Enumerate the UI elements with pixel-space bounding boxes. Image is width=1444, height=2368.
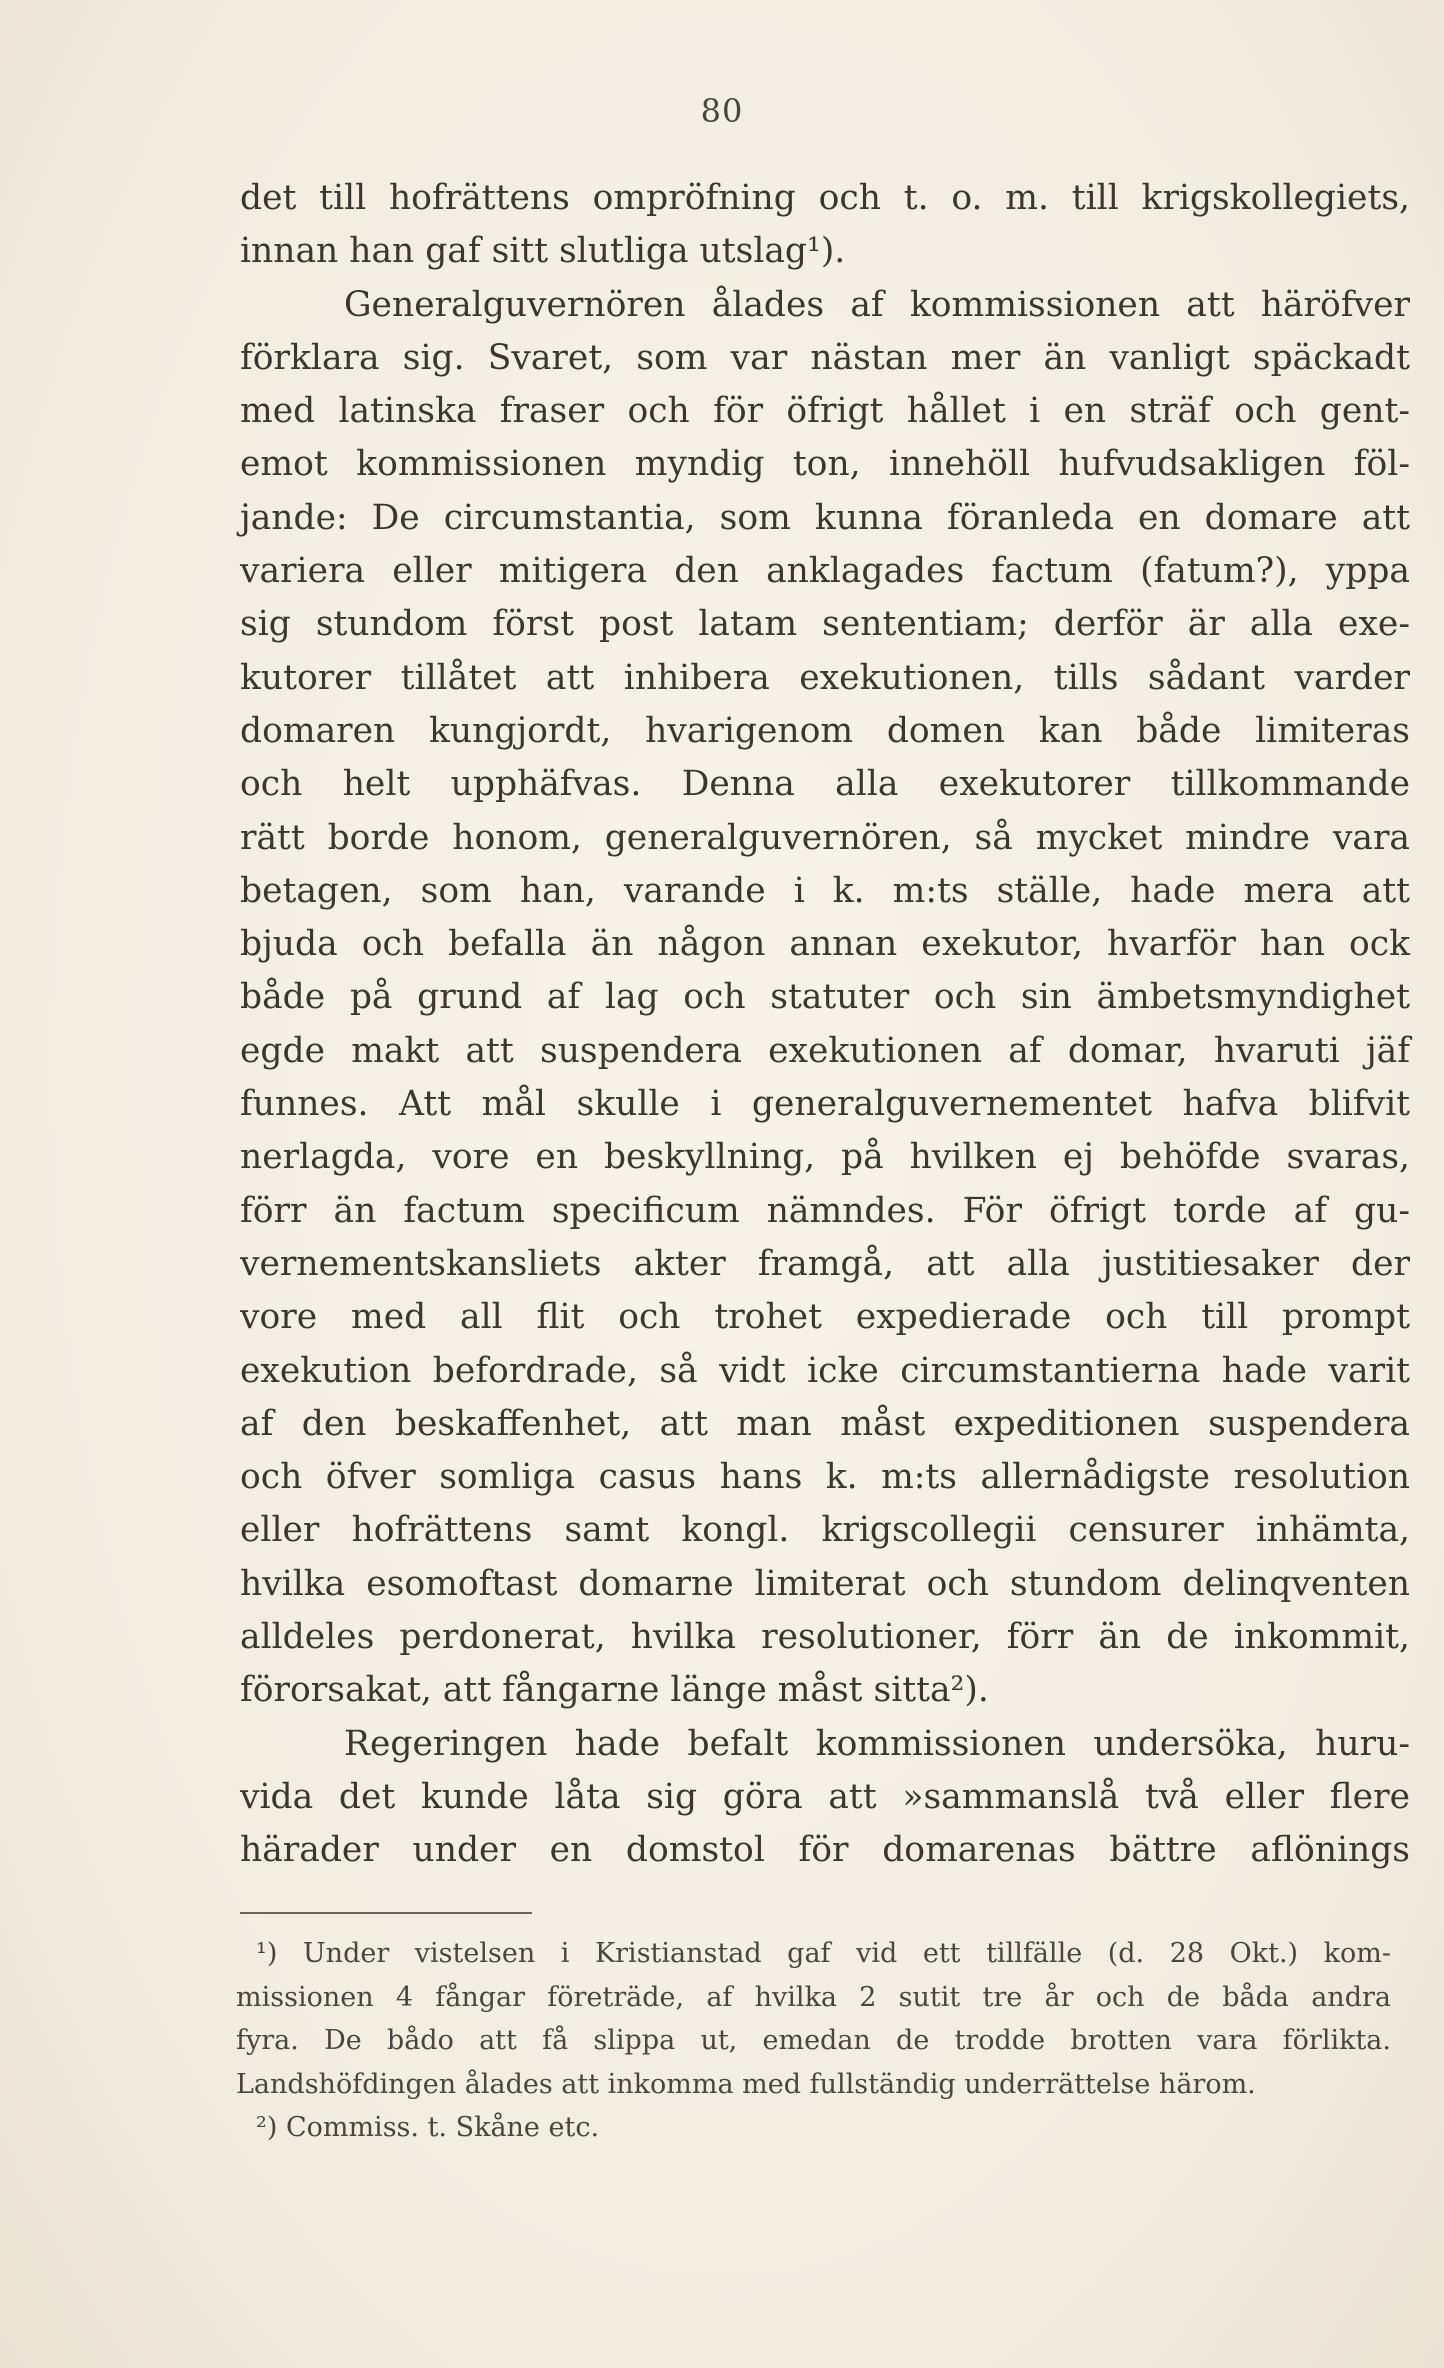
footnote-line: fyra. De bådo att få slippa ut, emedan de trodde brotten vara förlikta. <box>236 2025 1391 2056</box>
footnote-divider <box>240 1912 532 1914</box>
text-line: jande: De circumstantia, som kunna föranleda en domare att <box>240 497 1410 538</box>
text-line: både på grund af lag och statuter och sin ämbetsmyndighet <box>240 977 1410 1018</box>
text-line: förklara sig. Svaret, som var nästan mer än vanligt späckadt <box>240 337 1410 378</box>
footnote-line: missionen 4 fångar företräde, af hvilka 2 sutit tre år och de båda andra <box>236 1981 1391 2013</box>
text-line: alldeles perdonerat, hvilka resolutioner, förr än de inkommit, <box>240 1617 1410 1658</box>
text-line: emot kommissionen myndig ton, innehöll hufvudsakligen föl- <box>240 444 1410 485</box>
text-line: af den beskaffenhet, att man måst expeditionen suspendera <box>240 1403 1410 1444</box>
page-number: 80 <box>700 92 744 130</box>
text-line: och öfver somliga casus hans k. m:ts allernådigste resolution <box>240 1457 1410 1498</box>
text-line: nerlagda, vore en beskyllning, på hvilken ej behöfde svaras, <box>240 1137 1410 1178</box>
text-line: förr än factum specificum nämndes. För öfrigt torde af gu- <box>240 1190 1410 1231</box>
footnote-line: ²) Commiss. t. Skåne etc. <box>256 2112 600 2143</box>
text-line: Generalguvernören ålades af kommissionen att häröfver <box>344 284 1410 325</box>
text-line: variera eller mitigera den anklagades factum (fatum?), yppa <box>240 551 1410 592</box>
footnotes <box>236 1932 1391 2150</box>
text-line: exekution befordrade, så vidt icke circumstantierna hade varit <box>240 1350 1410 1391</box>
text-line: egde makt att suspendera exekutionen af domar, hvaruti jäf <box>240 1030 1410 1071</box>
text-line: eller hofrättens samt kongl. krigscollegii censurer inhämta, <box>240 1510 1410 1551</box>
text-line: sig stundom först post latam sententiam; derför är alla exe- <box>240 604 1410 645</box>
text-line: förorsakat, att fångarne länge måst sitta²). <box>240 1670 989 1711</box>
text-line: innan han gaf sitt slutliga utslag¹). <box>240 231 846 272</box>
footnote-line: ¹) Under vistelsen i Kristianstad gaf vid ett tillfälle (d. 28 Okt.) kom- <box>256 1938 1391 1969</box>
text-line: funnes. Att mål skulle i generalguvernementet hafva blifvit <box>240 1084 1410 1125</box>
text-line: vida det kunde låta sig göra att »sammanslå två eller flere <box>240 1776 1410 1817</box>
text-line: och helt upphäfvas. Denna alla exekutorer tillkommande <box>240 764 1410 805</box>
text-line: kutorer tillåtet att inhibera exekutionen, tills sådant varder <box>240 657 1410 698</box>
body-text <box>240 172 1410 1878</box>
footnote-line: Landshöfdingen ålades att inkomma med fullständig underrättelse härom. <box>236 2068 1256 2100</box>
text-line: rätt borde honom, generalguvernören, så mycket mindre vara <box>240 817 1410 858</box>
text-line: vernementskansliets akter framgå, att alla justitiesaker der <box>240 1243 1410 1284</box>
text-line: bjuda och befalla än någon annan exekutor, hvarför han ock <box>240 924 1410 965</box>
text-line: det till hofrättens ompröfning och t. o. m. till krigskollegiets, <box>240 178 1410 218</box>
text-line: domaren kungjordt, hvarigenom domen kan både limiteras <box>240 710 1410 751</box>
text-line: härader under en domstol för domarenas bättre aflönings <box>240 1830 1410 1871</box>
text-line: med latinska fraser och för öfrigt hållet i en sträf och gent- <box>240 391 1410 432</box>
text-line: vore med all flit och trohet expedierade och till prompt <box>240 1297 1410 1338</box>
text-line: hvilka esomoftast domarne limiterat och stundom delinqventen <box>240 1563 1410 1604</box>
text-line: betagen, som han, varande i k. m:ts ställe, hade mera att <box>240 870 1410 911</box>
text-line: Regeringen hade befalt kommissionen undersöka, huru- <box>344 1723 1410 1764</box>
